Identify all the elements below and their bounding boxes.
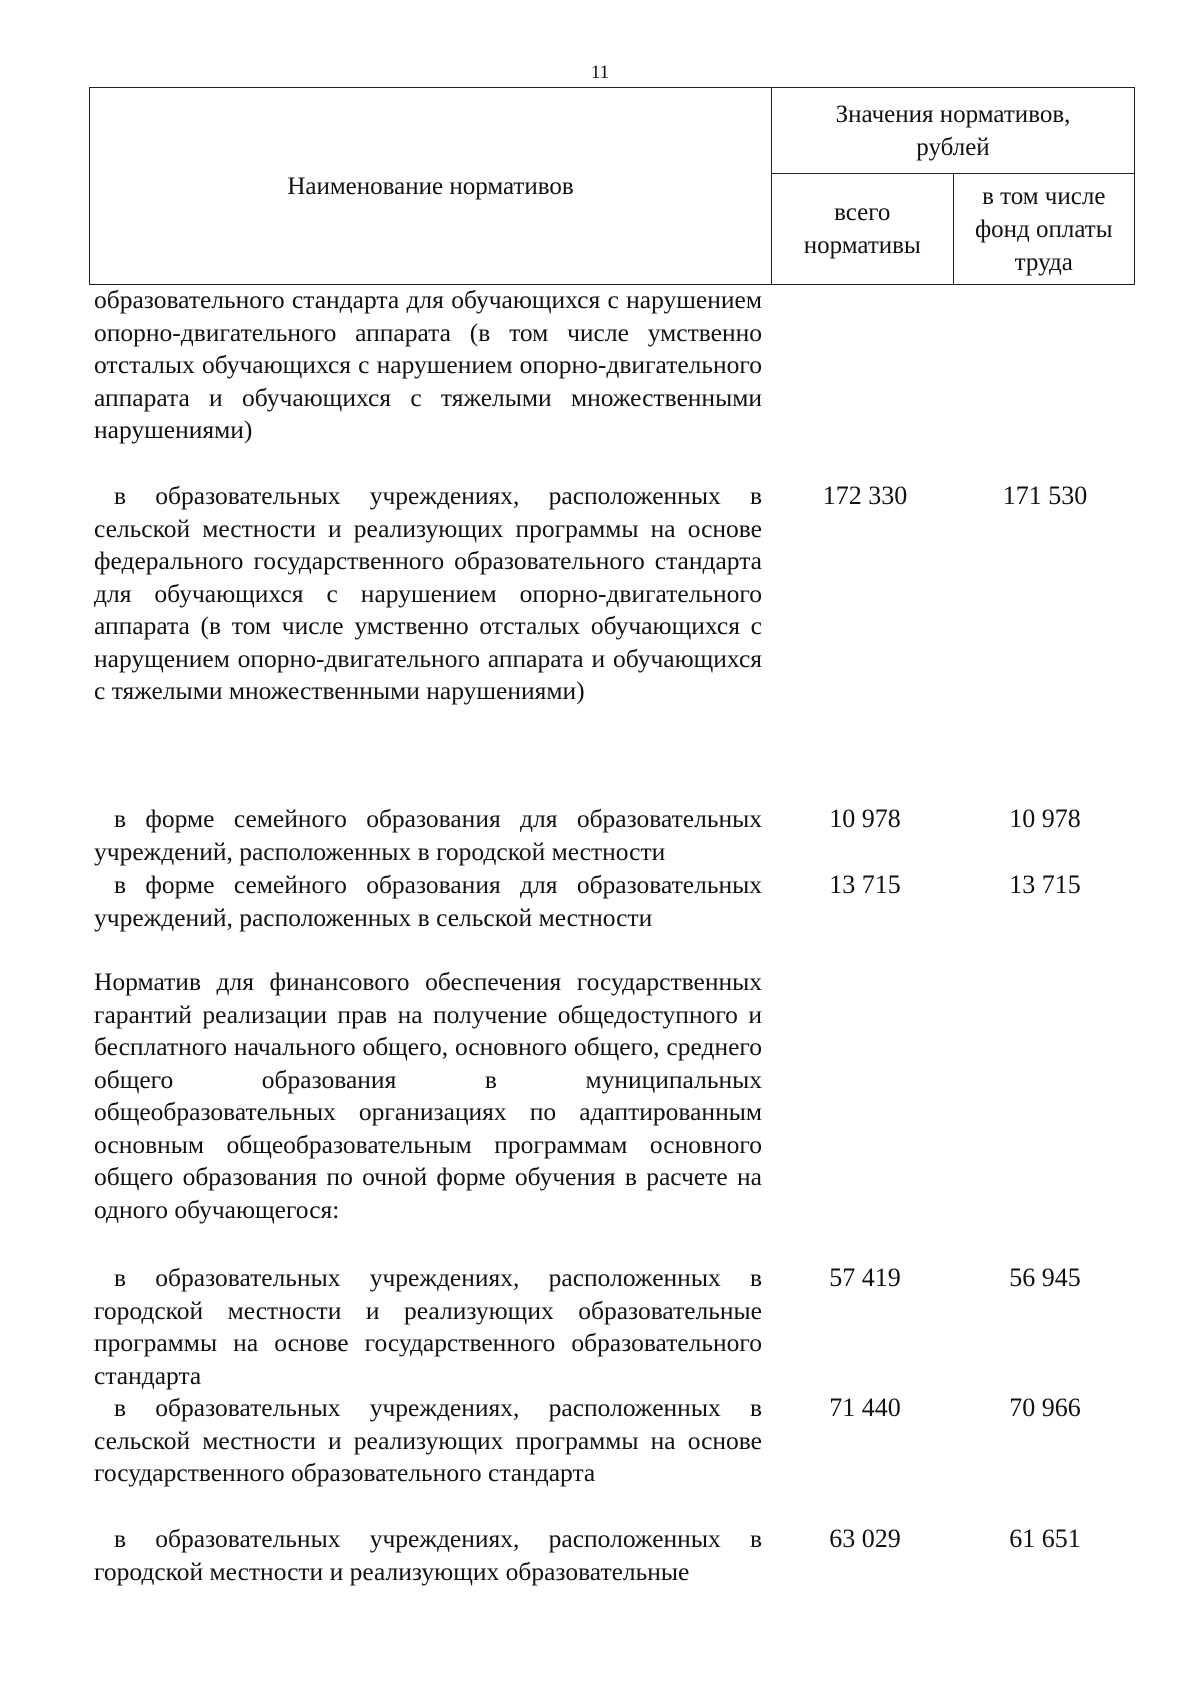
header-wage-fund-label: в том числе фонд оплаты труда xyxy=(974,182,1113,276)
row-description: Норматив для финансового обеспечения государственных гарантий реализации прав на получение общедоступного и бесплатного начального общего, основного общего, среднего общего образования в муниципальных общеобразовательных организациях по адаптированным основным общеобразовательным программам основного общего образования по очной форме обучения в расчете на одного обучающегося: xyxy=(94,967,762,1224)
row-total-value: 63 029 xyxy=(829,1524,901,1553)
row-wage-fund-value: 13 715 xyxy=(1009,870,1081,899)
header-total-column xyxy=(772,174,954,285)
page-number: 11 xyxy=(590,62,610,83)
row-wage-fund-value: 61 651 xyxy=(1009,1524,1081,1553)
row-description: образовательного стандарта для обучающихся с нарушением опорно-двигательного аппарата (в том числе умственно отсталых обучающихся с нарушением опорно-двигательного аппарата и обучающихся с тяжелыми множественными нарушениями) xyxy=(94,285,762,444)
row-description: в образовательных учреждениях, расположенных в городской местности и реализующих образовательные программы на основе государственного образовательного стандарта xyxy=(94,1263,762,1390)
row-description: в образовательных учреждениях, расположенных в городской местности и реализующих образовательные xyxy=(94,1524,762,1586)
header-name-column: Наименование нормативов xyxy=(90,88,772,285)
row-description: в форме семейного образования для образовательных учреждений, расположенных в сельской местности xyxy=(94,870,762,932)
row-description: в образовательных учреждениях, расположенных в сельской местности и реализующих программы на основе государственного образовательного стандарта xyxy=(94,1393,762,1487)
header-values-group xyxy=(772,88,1135,174)
row-wage-fund-value: 171 530 xyxy=(1002,481,1088,510)
header-values-group-label: Значения нормативов, рублей xyxy=(835,100,1071,161)
row-total-value: 71 440 xyxy=(829,1393,901,1422)
row-total-value: 172 330 xyxy=(822,481,908,510)
row-description: в форме семейного образования для образовательных учреждений, расположенных в городской местности xyxy=(94,804,762,866)
row-total-value: 10 978 xyxy=(829,804,901,833)
row-wage-fund-value: 10 978 xyxy=(1009,804,1081,833)
header-wage-fund-column xyxy=(953,174,1135,285)
row-description: в образовательных учреждениях, расположенных в сельской местности и реализующих программы на основе федерального государственного образовательного стандарта для обучающихся с нарушением опорно-двигательного аппарата (в том числе умственно отсталых обучающихся с нарущением опорно-двигательного аппарата и обучающихся с тяжелыми множественными нарушениями) xyxy=(94,481,762,705)
row-total-value: 57 419 xyxy=(829,1263,901,1292)
table-header xyxy=(89,87,1135,285)
row-wage-fund-value: 70 966 xyxy=(1009,1393,1081,1422)
row-total-value: 13 715 xyxy=(829,870,901,899)
row-wage-fund-value: 56 945 xyxy=(1009,1263,1081,1292)
header-total-label: всего нормативы xyxy=(803,199,921,259)
